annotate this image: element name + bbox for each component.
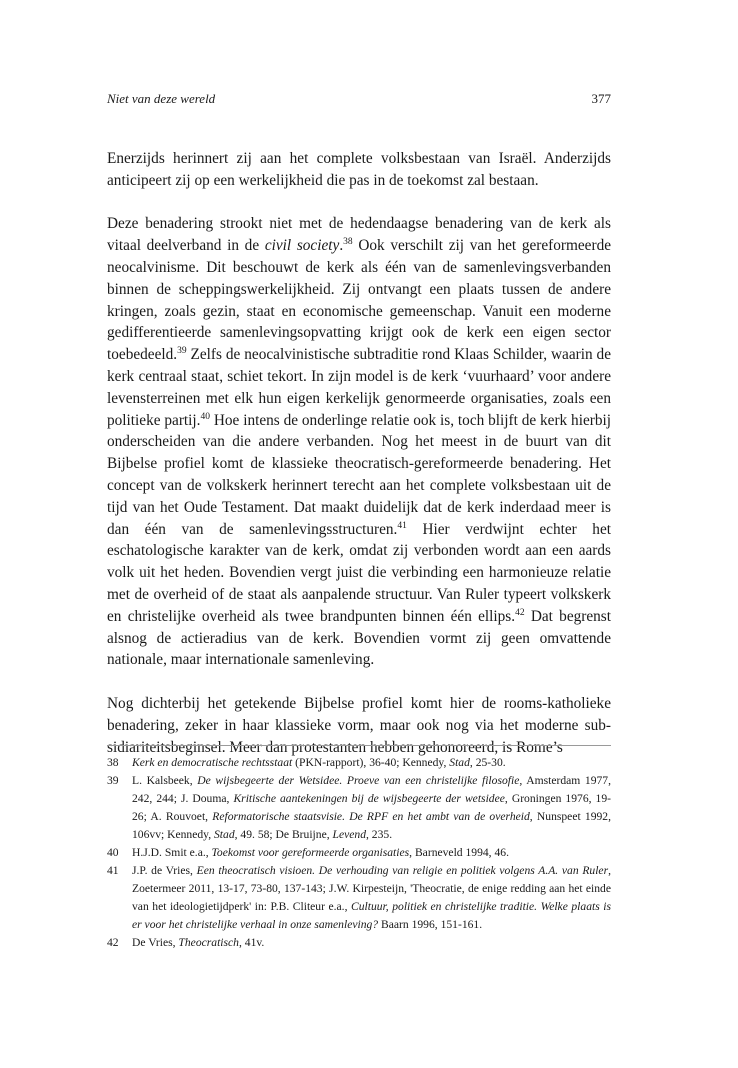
footnote-40 [107, 844, 611, 862]
footnote-italic: Levend [332, 828, 366, 841]
footnote-ref-38[interactable]: 38 [343, 237, 353, 248]
footnote-span: Amsterdam 1977, 242, 244; J. Douma, [132, 774, 611, 805]
footnote-text [132, 772, 611, 844]
footnote-italic: Kerk en democratische rechtsstaat [132, 756, 293, 769]
footnote-italic: Kritische aantekeningen bij de wijsbegeerte der wetsidee [233, 792, 505, 805]
footnote-span: , Zoetermeer 2011, 13-17, 73-80, 137-143; J.W. Kirpesteijn, 'Theocratie, de enige redding aan het einde van het ideologietijdperk' in: P.B. Cliteur e.a., [132, 864, 611, 913]
footnote-span: , 41v. [238, 936, 265, 949]
footnote-39 [107, 772, 611, 844]
footnote-span: , Groningen 1976, 19-26; A. Rouvoet, [132, 792, 611, 823]
footnote-italic: Toekomst voor gereformeerde organisaties [211, 846, 410, 859]
footnote-number: 41 [107, 864, 119, 877]
paragraph-2-text-e: Hier verdwijnt echter het eschatologische karakter van de kerk, omdat zij verbonden wordt aan een aards volk uit het heden. Bovendien vergt juist die verbinding een harmonieuze relatie met de overheid of de staat als aanpalende structuur. Van Ruler typeert volkskerk en christelijke overheid als twee brandpunten binnen één ellips. [107, 520, 611, 625]
footnote-span: L. Kalsbeek, [132, 774, 198, 787]
paragraph-3: Nog dichterbij het getekende Bijbelse profiel komt hier de rooms-katholieke benadering, zeker in haar klassieke vorm, maar ook nog via het moderne subsidiariteitsbeginsel. Meer dan protestanten hebben gehonoreerd, is Rome’s [107, 694, 611, 756]
paragraph-2-text-f: Dat begrenst alsnog de actieradius van de kerk. Bovendien vormt zij geen omvattende nationale, maar internationale samenleving. [107, 607, 612, 669]
footnote-italic: Reformatorische staatsvisie. De RPF en het ambt van de overheid [212, 810, 530, 823]
footnotes [107, 754, 611, 952]
civil-society-term: civil society [264, 237, 340, 255]
footnote-italic: Een theocratisch visioen. De verhouding van religie en politiek volgens A.A. van Ruler [196, 864, 609, 877]
footnote-italic: Cultuur, politiek en christelijke traditie. Welke plaats is er voor het christelijke verhaal in onze samenleving? [132, 900, 611, 931]
footnote-42 [107, 934, 611, 952]
paragraph-2-text-a: Deze benadering strookt niet met de hedendaagse benadering van de kerk als vitaal deelverband in de [107, 215, 611, 255]
footnote-span: , Nunspeet 1992, 106vv; Kennedy, [132, 810, 611, 841]
footnote-ref-41[interactable]: 41 [397, 520, 407, 531]
footnote-number: 39 [107, 774, 119, 787]
paragraph-2 [107, 213, 611, 671]
body-text [107, 148, 611, 780]
footnote-italic: Theocratisch [178, 936, 239, 949]
footnote-italic: Stad [449, 756, 470, 769]
footnote-number: 40 [107, 846, 119, 859]
footnote-span: , Barneveld 1994, 46. [409, 846, 509, 859]
footnote-number: 42 [107, 936, 119, 949]
footnote-span: De Vries, [132, 936, 179, 949]
footnote-divider [107, 745, 611, 746]
footnote-span: , 49. 58; De Bruijne, [234, 828, 333, 841]
footnote-text [132, 844, 611, 862]
footnote-span: (PKN-rapport), 36-40; Kennedy, [292, 756, 450, 769]
footnote-text [132, 754, 611, 772]
footnote-italic: Stad [214, 828, 235, 841]
page-number: 377 [591, 91, 611, 106]
paragraph-2-text-b: Ook verschilt zij van het gereformeerde neocalvinisme. Dit beschouwt de kerk als één van de samenlevingsverbanden binnen de scheppingswerkelijkheid. Zij ontvangt een plaats tussen de andere kringen, zoals gezin, staat en economische gemeenschap. Vanuit een moderne gedifferentieerde samenlevingsopvatting krijgt ook de kerk een eigen sector toebedeeld. [107, 237, 612, 364]
paragraph-2-text-d: Hoe intens de onderlinge relatie ook is, toch blijft de kerk hierbij onderscheiden van die andere verbanden. Nog het meest in de buurt van dit Bijbelse profiel komt de klassieke theocratisch-gereformeerde benadering. Het concept van de volkskerk herinnert terecht aan het complete volksbestaan uit de tijd van het Oude Testament. Dat maakt duidelijk dat de kerk inderdaad meer is dan één van de samenlevingsstructuren. [107, 411, 611, 538]
footnote-text [132, 862, 611, 934]
footnote-span: , 235. [366, 828, 393, 841]
footnote-ref-42[interactable]: 42 [515, 607, 525, 618]
footnote-38 [107, 754, 611, 772]
footnote-text [132, 934, 611, 952]
footnote-41 [107, 862, 611, 934]
footnote-span: J.P. de Vries, [132, 864, 197, 877]
paragraph-1: Enerzijds herinnert zij aan het complete volksbestaan van Israël. Anderzijds anticipeert zij op een werkelijkheid die pas in de toekomst zal bestaan. [107, 150, 611, 189]
footnote-span: H.J.D. Smit e.a., [132, 846, 212, 859]
footnote-ref-40[interactable]: 40 [200, 411, 210, 422]
running-title: Niet van deze wereld [107, 91, 216, 106]
footnote-span: Baarn 1996, 151-161. [378, 918, 483, 931]
footnote-ref-39[interactable]: 39 [177, 346, 187, 357]
running-header [107, 91, 611, 111]
footnote-span: , 25-30. [469, 756, 506, 769]
footnote-italic: De wijsbegeerte der Wetsidee. Proeve van een christelijke filosofie, [197, 774, 523, 787]
paragraph-2-period: . [339, 237, 344, 255]
footnote-number: 38 [107, 756, 119, 769]
paragraph-2-text-c: Zelfs de neocalvinistische subtraditie rond Klaas Schilder, waarin de kerk centraal staat, schiet tekort. In zijn model is de kerk ‘vuurhaard’ voor andere levensterreinen met elk hun eigen kerkelijk genormeerde organisaties, zoals een politieke partij. [107, 346, 611, 429]
